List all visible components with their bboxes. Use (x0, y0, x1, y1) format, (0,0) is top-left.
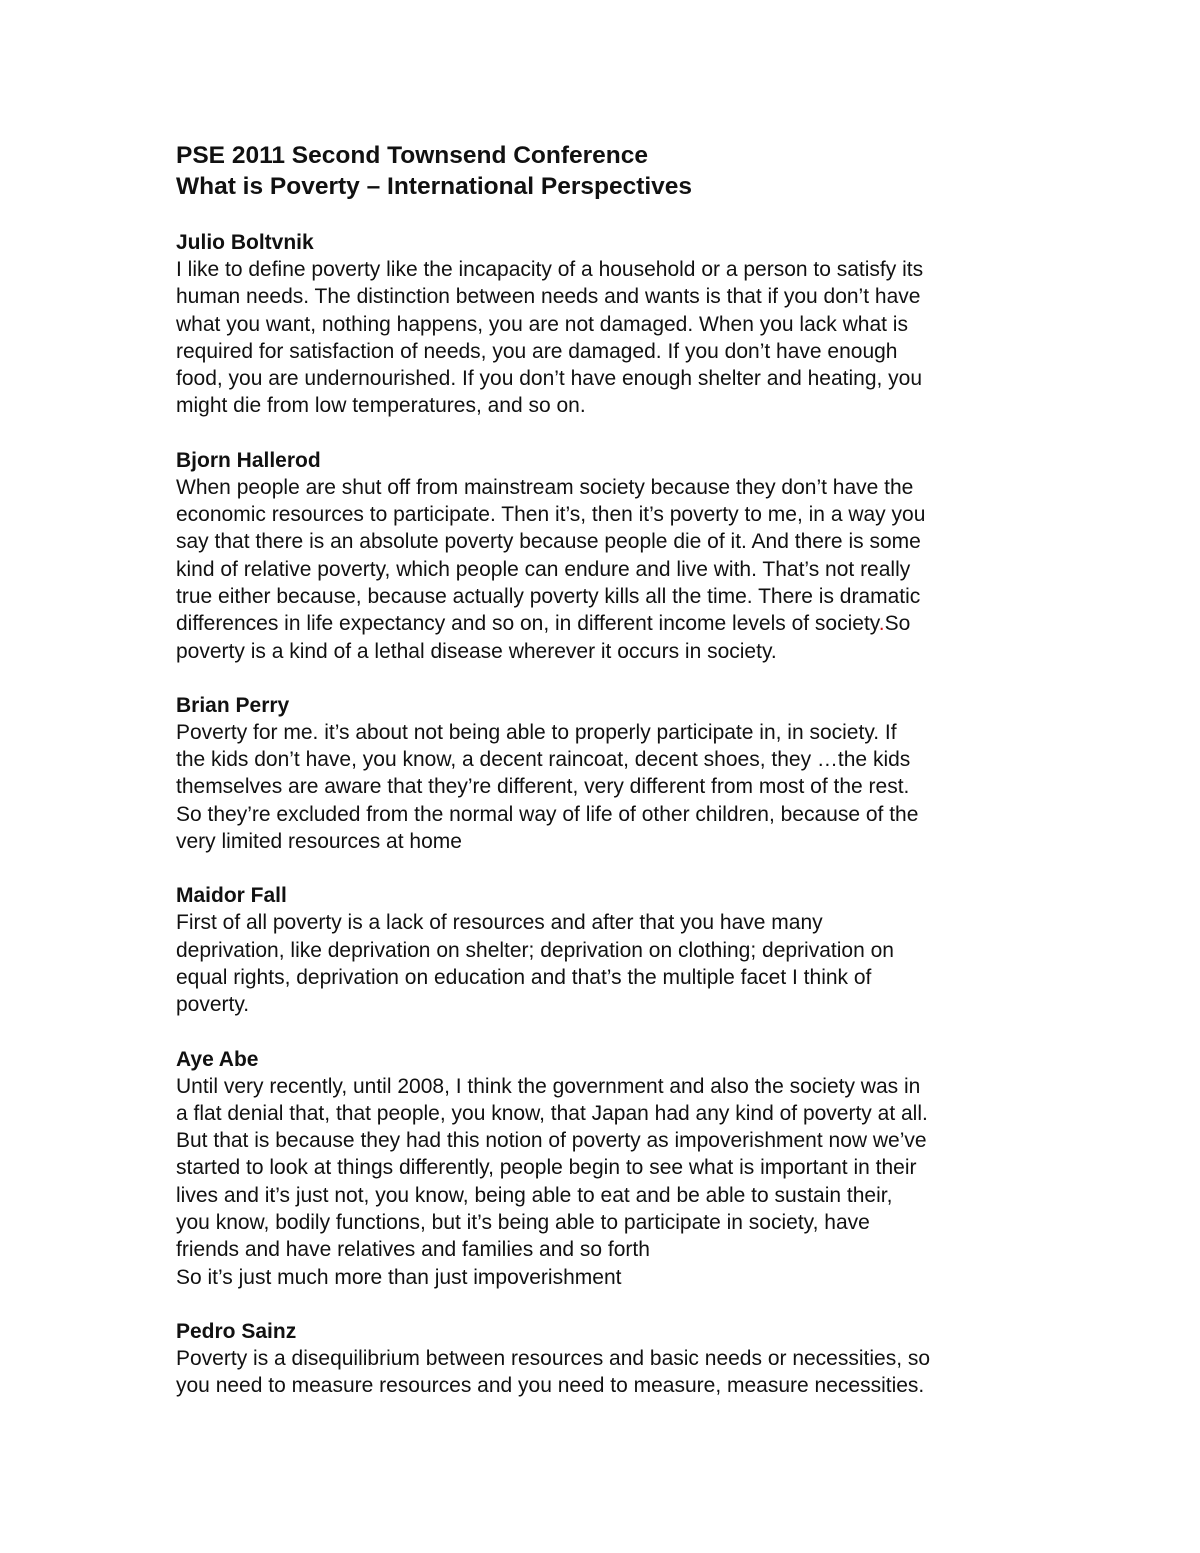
quote-line: Poverty for me. it’s about not being able to properly participate in, in society. If (176, 720, 897, 744)
quote-line: Until very recently, until 2008, I think the government and also the society was in (176, 1074, 921, 1098)
speaker-name: Maidor Fall (176, 884, 287, 908)
quote-line: what you want, nothing happens, you are not damaged. When you lack what is (176, 312, 908, 336)
quote-line: themselves are aware that they’re different, very different from most of the rest. (176, 775, 910, 799)
quote-line: deprivation, like deprivation on shelter; deprivation on clothing; deprivation on (176, 938, 894, 962)
speaker-quote (176, 1073, 1056, 1291)
quote-line: I like to define poverty like the incapacity of a household or a person to satisfy its (176, 258, 924, 281)
speaker-section-maidor-fall (176, 882, 1056, 1018)
quote-line: you need to measure resources and you need to measure, measure necessities. (176, 1374, 925, 1398)
quote-line: might die from low temperatures, and so on. (176, 394, 586, 418)
quote-line: a flat denial that, that people, you know, that Japan had any kind of poverty at all. (176, 1101, 928, 1125)
document-page (176, 140, 1056, 1427)
speaker-name: Aye Abe (176, 1047, 259, 1071)
quote-line: the kids don’t have, you know, a decent raincoat, decent shoes, they …the kids (176, 748, 911, 772)
quote-line: Poverty is a disequilibrium between resources and basic needs or necessities, so (176, 1346, 931, 1370)
quote-line: equal rights, deprivation on education and that’s the multiple facet I think of (176, 965, 872, 989)
speaker-section-pedro-sainz (176, 1318, 1056, 1400)
quote-line (176, 610, 1056, 637)
quote-line: kind of relative poverty, which people can endure and live with. That’s not really (176, 557, 911, 581)
quote-line: When people are shut off from mainstream society because they don’t have the (176, 475, 914, 499)
quote-line: First of all poverty is a lack of resources and after that you have many (176, 911, 823, 935)
quote-line: say that there is an absolute poverty because people die of it. And there is some (176, 530, 921, 554)
quote-line: So they’re excluded from the normal way of life of other children, because of the (176, 802, 919, 826)
highlighted-period: . (878, 612, 885, 636)
quote-line: poverty. (176, 993, 250, 1017)
quote-line-text: differences in life expectancy and so on, in different income levels of society (176, 612, 879, 636)
speaker-quote (176, 909, 1056, 1018)
quote-line: you know, bodily functions, but it’s being able to participate in society, have (176, 1211, 870, 1235)
quote-line: poverty is a kind of a lethal disease wherever it occurs in society. (176, 639, 777, 663)
document-title (176, 140, 1056, 202)
quote-line: required for satisfaction of needs, you are damaged. If you don’t have enough (176, 339, 898, 363)
quote-line: So it’s just much more than just impoverishment (176, 1265, 622, 1289)
speaker-name: Pedro Sainz (176, 1319, 297, 1343)
speaker-section-brian-perry (176, 692, 1056, 855)
speaker-section-aye-abe (176, 1046, 1056, 1291)
quote-line: economic resources to participate. Then it’s, then it’s poverty to me, in a way you (176, 503, 926, 527)
quote-line: friends and have relatives and families and so forth (176, 1238, 650, 1262)
quote-line-text: So (884, 612, 911, 636)
speaker-quote (176, 719, 1056, 855)
speaker-name: Brian Perry (176, 693, 290, 717)
quote-line: food, you are undernourished. If you don’t have enough shelter and heating, you (176, 367, 923, 391)
speaker-name: Bjorn Hallerod (176, 448, 321, 472)
document-subtitle: What is Poverty – International Perspectives (176, 173, 693, 200)
quote-line: very limited resources at home (176, 830, 462, 854)
speaker-name: Julio Boltvnik (176, 231, 314, 254)
speaker-quote (176, 474, 1056, 665)
quote-line: lives and it’s just not, you know, being able to eat and be able to sustain their, (176, 1183, 893, 1207)
conference-title: PSE 2011 Second Townsend Conference (176, 142, 648, 169)
speaker-section-bjorn-hallerod (176, 447, 1056, 665)
quote-line: But that is because they had this notion of poverty as impoverishment now we’ve (176, 1129, 927, 1153)
quote-line: true either because, because actually poverty kills all the time. There is dramatic (176, 584, 921, 608)
quote-line: human needs. The distinction between needs and wants is that if you don’t have (176, 285, 921, 309)
speaker-quote (176, 256, 1056, 420)
speaker-section-julio-boltvnik (176, 229, 1056, 420)
quote-line: started to look at things differently, people begin to see what is important in their (176, 1156, 917, 1180)
speaker-quote (176, 1345, 1056, 1400)
